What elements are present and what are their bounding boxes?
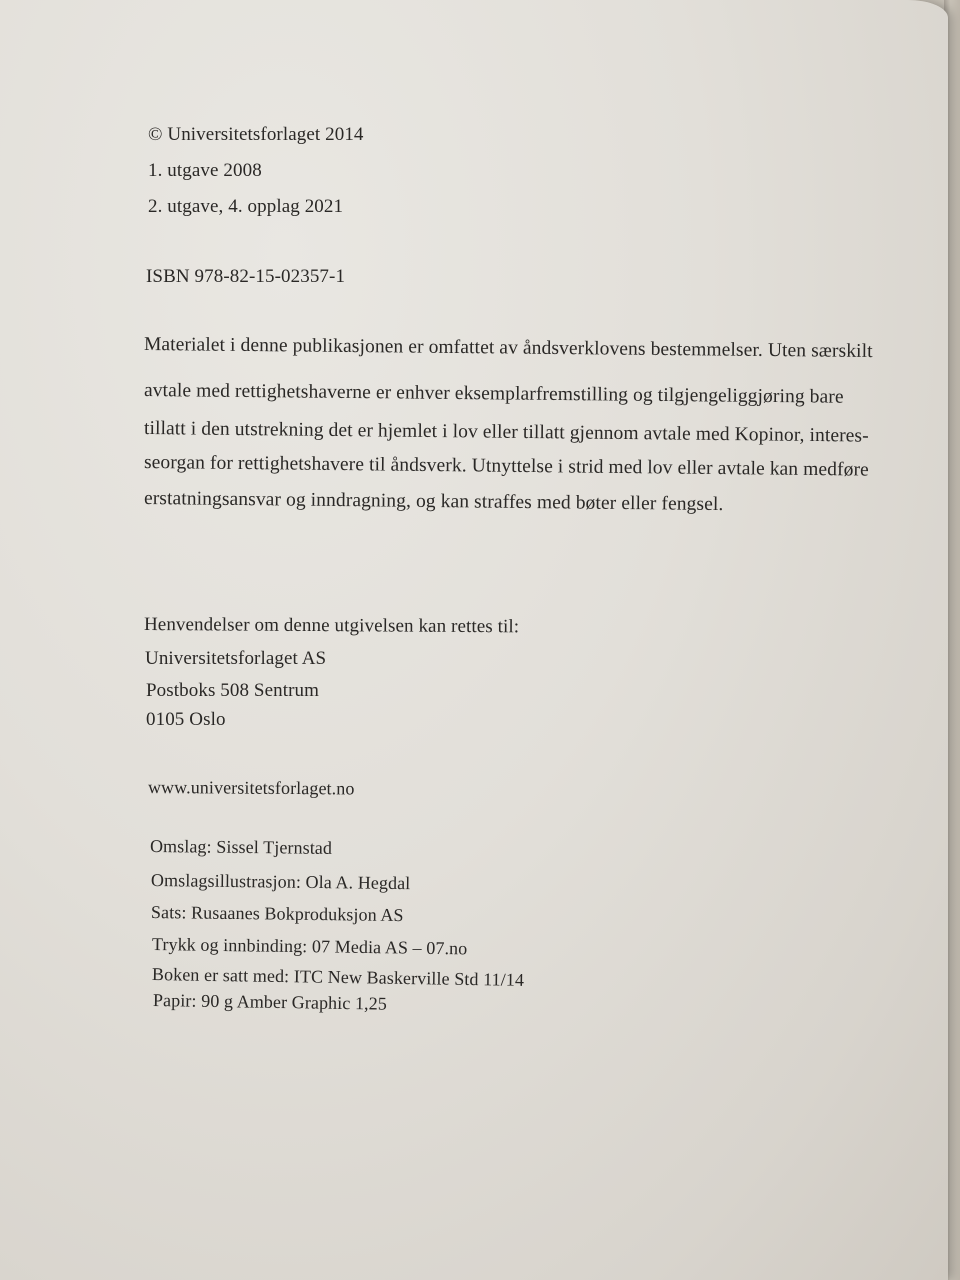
website-line: www.universitetsforlaget.no bbox=[147, 777, 355, 799]
legal-line: erstatningsansvar og inndragning, og kan straffes med bøter eller fengsel. bbox=[143, 488, 724, 516]
credit-line: Boken er satt med: ITC New Baskerville Std 11/14 bbox=[151, 964, 525, 990]
credit-line: Sats: Rusaanes Bokproduksjon AS bbox=[150, 902, 404, 926]
legal-line: avtale med rettighetshaverne er enhver eksemplarfremstilling og tilgjengeliggjøring bare bbox=[143, 380, 844, 408]
legal-line: seorgan for rettighetshavere til åndsverk. Utnyttelse i strid med lov eller avtale kan medføre bbox=[143, 452, 869, 481]
second-edition-line: 2. utgave, 4. opplag 2021 bbox=[148, 196, 344, 217]
postal-city: 0105 Oslo bbox=[146, 709, 226, 730]
publisher-name: Universitetsforlaget AS bbox=[145, 648, 327, 669]
first-edition-line: 1. utgave 2008 bbox=[148, 160, 262, 181]
copyright-line: © Universitetsforlaget 2014 bbox=[148, 124, 364, 145]
show-through-text bbox=[270, 226, 278, 260]
isbn-line: ISBN 978-82-15-02357-1 bbox=[146, 266, 346, 287]
credit-line: Omslag: Sissel Tjernstad bbox=[149, 836, 333, 858]
legal-line: tillatt i den utstrekning det er hjemlet i lov eller tillatt gjennom avtale med Kopinor, interes- bbox=[143, 418, 869, 447]
contact-intro: Henvendelser om denne utgivelsen kan rettes til: bbox=[143, 614, 520, 638]
legal-line: Materialet i denne publikasjonen er omfattet av åndsverklovens bestemmelser. Uten særskilt bbox=[143, 334, 873, 362]
credit-line: Trykk og innbinding: 07 Media AS – 07.no bbox=[151, 934, 468, 959]
credit-line: Omslagsillustrasjon: Ola A. Hegdal bbox=[150, 870, 411, 894]
postal-address: Postboks 508 Sentrum bbox=[146, 680, 320, 701]
credit-line: Papir: 90 g Amber Graphic 1,25 bbox=[152, 990, 388, 1014]
